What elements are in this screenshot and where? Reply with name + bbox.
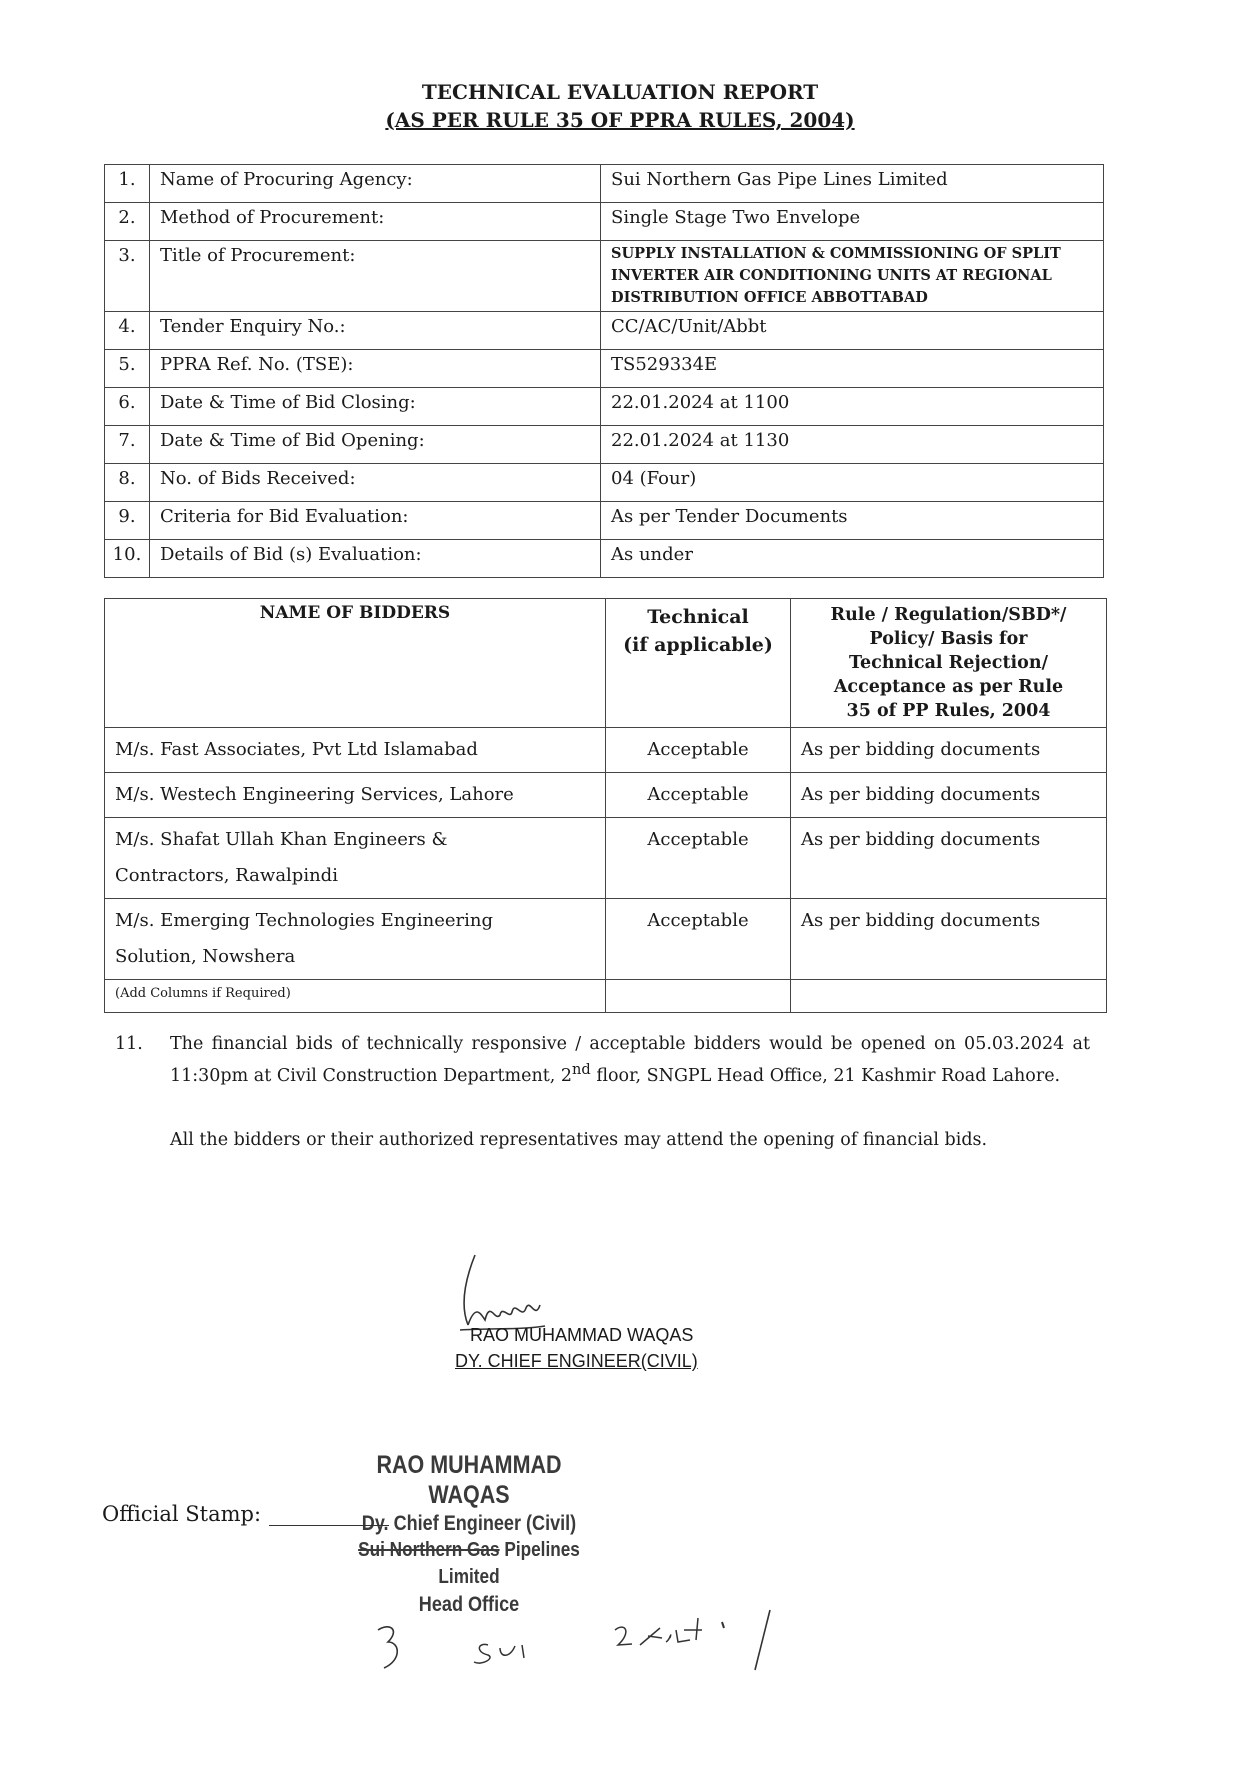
bidder-technical-status: Acceptable [606, 728, 791, 773]
stamp-line1: RAO MUHAMMAD WAQAS [376, 1451, 562, 1509]
header-rule-line1: Rule / Regulation/SBD*/ [830, 605, 1067, 625]
bidder-name-line1: M/s. Shafat Ullah Khan Engineers & [115, 829, 448, 850]
empty-cell [606, 980, 791, 1013]
info-row-label: Method of Procurement: [150, 203, 601, 241]
bidder-technical-status: Acceptable [606, 899, 791, 980]
info-row-number: 8. [105, 464, 150, 502]
info-row [105, 464, 1104, 502]
bidder-name [105, 899, 606, 980]
info-row-label: PPRA Ref. No. (TSE): [150, 350, 601, 388]
info-row-number: 4. [105, 312, 150, 350]
stamp-line3 [340, 1537, 598, 1591]
item-text [170, 1032, 1090, 1089]
stamp-line2: Dy. Chief Engineer (Civil) [361, 1512, 577, 1535]
info-row [105, 165, 1104, 203]
header-technical-line2: (if applicable) [623, 634, 773, 656]
bidder-technical-status: Acceptable [606, 818, 791, 899]
info-row [105, 426, 1104, 464]
info-row-label: Details of Bid (s) Evaluation: [150, 540, 601, 578]
header-rule-line4: Acceptance as per Rule [833, 677, 1064, 697]
info-row-number: 3. [105, 241, 150, 312]
info-row-label: Date & Time of Bid Opening: [150, 426, 601, 464]
header-bidder-name: NAME OF BIDDERS [105, 599, 606, 728]
info-row [105, 540, 1104, 578]
info-row-number: 10. [105, 540, 150, 578]
info-row-value: CC/AC/Unit/Abbt [601, 312, 1104, 350]
header-rule-line5: 35 of PP Rules, 2004 [846, 701, 1051, 721]
report-title [0, 78, 1240, 134]
bidders-header-row [105, 599, 1107, 728]
info-row-value: SUPPLY INSTALLATION & COMMISSIONING OF SPLIT INVERTER AIR CONDITIONING UNITS AT REGIONAL DISTRIBUTION OFFICE ABBOTTABAD [601, 241, 1104, 312]
add-columns-note: (Add Columns if Required) [105, 980, 606, 1013]
official-stamp [340, 1450, 598, 1618]
signatory-name: RAO MUHAMMAD WAQAS [470, 1325, 694, 1345]
handwritten-note [370, 1600, 850, 1690]
info-row-value: 22.01.2024 at 1130 [601, 426, 1104, 464]
item-text-superscript: nd [572, 1061, 591, 1078]
official-stamp-field [102, 1502, 389, 1526]
procurement-info-table [104, 164, 1104, 578]
info-row-label: Name of Procuring Agency: [150, 165, 601, 203]
empty-cell [791, 980, 1107, 1013]
bidder-row [105, 728, 1107, 773]
info-row-value: TS529334E [601, 350, 1104, 388]
bidder-name [105, 818, 606, 899]
signatory-designation: DY. CHIEF ENGINEER(CIVIL) [455, 1351, 698, 1371]
info-row-value: Single Stage Two Envelope [601, 203, 1104, 241]
info-row-number: 5. [105, 350, 150, 388]
bidder-row [105, 818, 1107, 899]
info-row [105, 312, 1104, 350]
info-row-label: No. of Bids Received: [150, 464, 601, 502]
header-technical-line1: Technical [647, 606, 749, 628]
bidder-basis: As per bidding documents [791, 728, 1107, 773]
info-row-value: 22.01.2024 at 1100 [601, 388, 1104, 426]
bidder-technical-status: Acceptable [606, 773, 791, 818]
report-title-line2: (AS PER RULE 35 OF PPRA RULES, 2004) [385, 108, 855, 132]
info-row-number: 7. [105, 426, 150, 464]
info-row [105, 241, 1104, 312]
attendance-note: All the bidders or their authorized representatives may attend the opening of financial bids. [170, 1130, 988, 1150]
bidders-footer-row [105, 980, 1107, 1013]
header-rule-line3: Technical Rejection/ [849, 653, 1048, 673]
header-technical [606, 599, 791, 728]
info-row-number: 6. [105, 388, 150, 426]
header-rule-line2: Policy/ Basis for [869, 629, 1028, 649]
header-rule-basis [791, 599, 1107, 728]
bidder-name-line2: Solution, Nowshera [115, 946, 296, 967]
bidder-basis: As per bidding documents [791, 773, 1107, 818]
item-number: 11. [115, 1034, 143, 1054]
stamp-line4: Head Office [418, 1593, 520, 1616]
info-row-label: Tender Enquiry No.: [150, 312, 601, 350]
bidder-name-line1: M/s. Emerging Technologies Engineering [115, 910, 493, 931]
stamp-signature-line [269, 1524, 389, 1526]
info-row [105, 388, 1104, 426]
info-row-label: Criteria for Bid Evaluation: [150, 502, 601, 540]
bidders-evaluation-table [104, 598, 1107, 1013]
info-row-label: Date & Time of Bid Closing: [150, 388, 601, 426]
info-row-value: Sui Northern Gas Pipe Lines Limited [601, 165, 1104, 203]
stamp-line3-rest: Pipelines Limited [438, 1539, 580, 1588]
info-row [105, 203, 1104, 241]
info-row-label: Title of Procurement: [150, 241, 601, 312]
info-row [105, 350, 1104, 388]
report-title-line1: TECHNICAL EVALUATION REPORT [421, 80, 819, 104]
info-row-number: 1. [105, 165, 150, 203]
bidder-name-line2: Contractors, Rawalpindi [115, 865, 338, 886]
bidder-basis: As per bidding documents [791, 818, 1107, 899]
info-row-value: As per Tender Documents [601, 502, 1104, 540]
stamp-line3-struck: Sui Northern Gas [358, 1539, 500, 1561]
info-row-number: 2. [105, 203, 150, 241]
official-stamp-label: Official Stamp: [102, 1502, 262, 1526]
info-row-value: 04 (Four) [601, 464, 1104, 502]
item-text-part2: floor, SNGPL Head Office, 21 Kashmir Road Lahore. [590, 1065, 1061, 1086]
bidder-basis: As per bidding documents [791, 899, 1107, 980]
info-row [105, 502, 1104, 540]
item-text-part1: The financial bids of technically responsive / acceptable bidders would be opened on 05.03.2024 at 11:30pm at Civil Construction Department, 2 [170, 1034, 1090, 1086]
info-row-value: As under [601, 540, 1104, 578]
info-row-number: 9. [105, 502, 150, 540]
bidder-row [105, 899, 1107, 980]
bidder-name: M/s. Fast Associates, Pvt Ltd Islamabad [105, 728, 606, 773]
bidder-row [105, 773, 1107, 818]
bidder-name: M/s. Westech Engineering Services, Lahore [105, 773, 606, 818]
